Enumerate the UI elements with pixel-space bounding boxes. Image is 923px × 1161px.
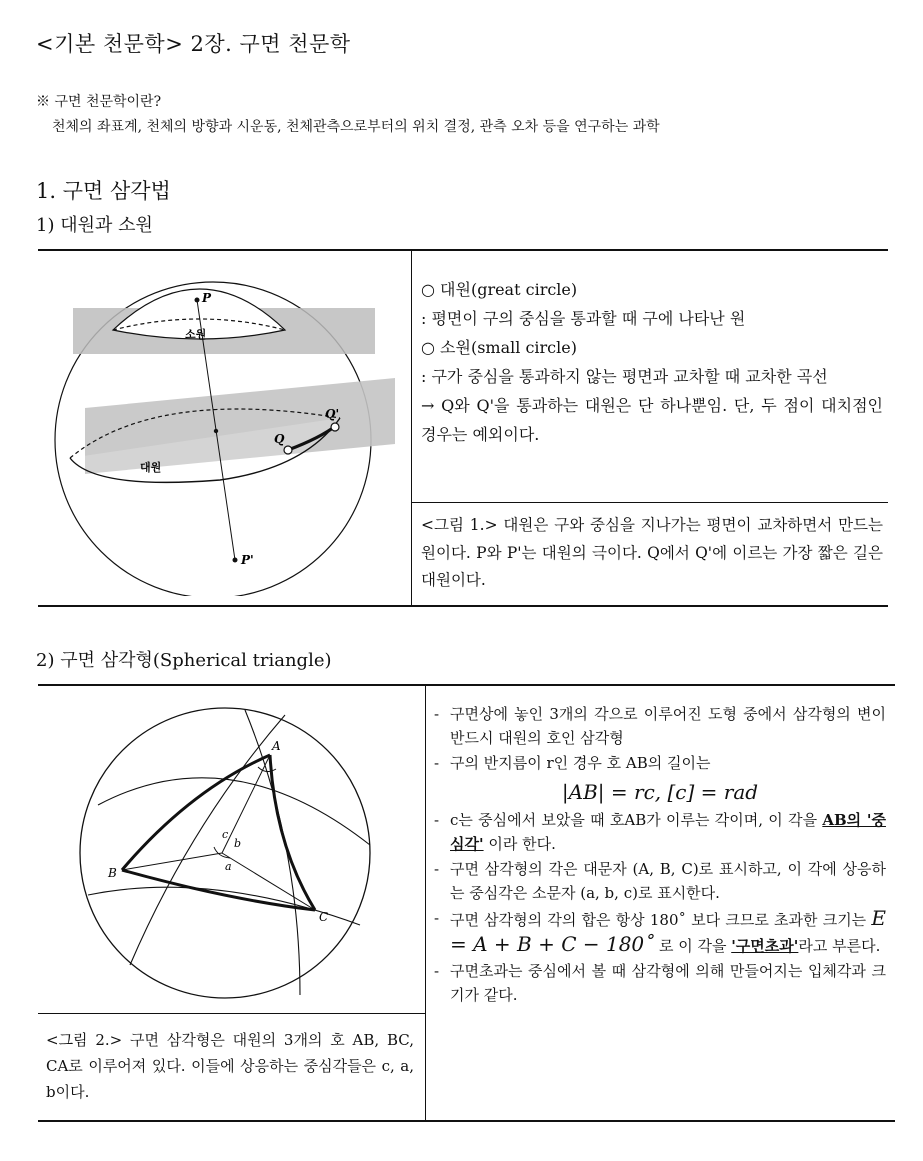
list-item: - 구의 반지름이 r인 경우 호 AB의 길이는 <box>434 751 886 775</box>
great-circle-arc-4 <box>130 715 285 965</box>
table1-bottom-rule <box>38 605 888 607</box>
table1-top-rule <box>38 249 888 251</box>
point-p-prime <box>233 558 238 563</box>
label-small-circle: 소원 <box>185 328 207 341</box>
note-central-angle: c는 중심에서 보았을 때 호AB가 이루는 각이며, 이 각을 AB의 '중심각' 이라 한다. <box>450 811 886 853</box>
subsection-spherical-triangle: 2) 구면 삼각형(Spherical triangle) <box>36 650 332 671</box>
note-angle-notation: 구면 삼각형의 각은 대문자 (A, B, C)로 표시하고, 이 각에 상응하는 중심각은 소문자 (a, b, c)로 표시한다. <box>450 860 886 902</box>
table2-caption-divider <box>38 1013 425 1014</box>
sphere-center <box>214 429 218 433</box>
small-circle-def: : 구가 중심을 통과하지 않는 평면과 교차할 때 교차한 곡선 <box>421 367 828 386</box>
point-q-prime <box>331 423 339 431</box>
radius-a <box>222 755 270 853</box>
label-C: C <box>319 910 329 924</box>
label-q: Q <box>274 432 285 446</box>
note-arc-length: 구의 반지름이 r인 경우 호 AB의 길이는 <box>450 754 711 772</box>
note-solid-angle: 구면초과는 중심에서 볼 때 삼각형에 의해 만들어지는 입체각과 크기가 같다. <box>450 962 886 1004</box>
label-A: A <box>272 739 281 753</box>
sphere-outline <box>80 708 370 998</box>
figure2-caption: <그림 2.> 구면 삼각형은 대원의 3개의 호 AB, BC, CA로 이루어져 있다. 이들에 상응하는 중심각들은 c, a, b이다. <box>46 1031 414 1101</box>
table1-caption-divider <box>411 502 888 503</box>
table1-divider <box>411 251 412 605</box>
subsection-great-small-circle: 1) 대원과 소원 <box>36 215 153 236</box>
small-circle-heading: ○ 소원(small circle) <box>421 338 577 357</box>
note-spherical-excess: 구면 삼각형의 각의 합은 항상 180˚ 보다 크므로 초과한 크기는 E = A + B + C − 180˚ 로 이 각을 '구면초과'라고 부른다. <box>450 906 886 956</box>
list-item: - 구면초과는 중심에서 볼 때 삼각형에 의해 만들어지는 입체각과 크기가 같다. <box>434 959 886 1007</box>
label-c: c <box>222 828 229 841</box>
section-title: 1. 구면 삼각법 <box>36 179 171 203</box>
arc-ab <box>122 755 270 870</box>
figure-spherical-triangle <box>70 695 410 1007</box>
list-item: - 구면상에 놓인 3개의 각으로 이루어진 도형 중에서 삼각형의 변이 반드시 대원의 호인 삼각형 <box>434 702 886 750</box>
table2-top-rule <box>38 684 895 686</box>
label-p-prime: P' <box>241 553 254 567</box>
point-q <box>284 446 292 454</box>
list-item: - c는 중심에서 보았을 때 호AB가 이루는 각이며, 이 각을 AB의 '중심각' 이라 한다. <box>434 808 886 856</box>
note-definition: 구면상에 놓인 3개의 각으로 이루어진 도형 중에서 삼각형의 변이 반드시 대원의 호인 삼각형 <box>450 705 886 747</box>
list-item: - 구면 삼각형의 각은 대문자 (A, B, C)로 표시하고, 이 각에 상응하는 중심각은 소문자 (a, b, c)로 표시한다. <box>434 857 886 905</box>
great-circle-arc-1 <box>98 778 370 845</box>
formula-spherical-excess: E = A + B + C − 180˚ <box>450 906 886 956</box>
label-p: P <box>202 291 212 305</box>
formula-arc-length: |AB| = rc, [c] = rad <box>561 780 759 804</box>
figure-great-small-circle <box>45 268 405 596</box>
spherical-triangle-notes <box>434 702 886 1008</box>
term-spherical-excess: '구면초과' <box>731 937 799 955</box>
label-B: B <box>108 866 117 880</box>
label-b: b <box>234 837 242 850</box>
point-p <box>195 298 200 303</box>
label-a: a <box>225 860 232 873</box>
figure1-caption: <그림 1.> 대원은 구와 중심을 지나가는 평면이 교차하면서 만드는 원이다. P와 P'는 대원의 극이다. Q에서 Q'에 이르는 가장 짧은 길은 대원이다. <box>421 516 883 589</box>
radius-b <box>122 853 222 870</box>
definition-text: 천체의 좌표계, 천체의 방향과 시운동, 천체관측으로부터의 위치 결정, 관측 오차 등을 연구하는 과학 <box>52 119 660 135</box>
label-great-circle: 대원 <box>140 461 162 474</box>
definition-heading: ※ 구면 천문학이란? <box>36 94 162 110</box>
table2-divider <box>425 686 426 1120</box>
great-circle-heading: ○ 대원(great circle) <box>421 280 578 299</box>
label-q-prime: Q' <box>325 407 340 421</box>
great-circle-def: : 평면이 구의 중심을 통과할 때 구에 나타난 원 <box>421 309 746 328</box>
circle-description <box>421 275 883 449</box>
list-item: - 구면 삼각형의 각의 합은 항상 180˚ 보다 크므로 초과한 크기는 E = A + B + C − 180˚ 로 이 각을 '구면초과'라고 부른다. <box>434 906 886 956</box>
page-title: <기본 천문학> 2장. 구면 천문학 <box>36 32 351 56</box>
table2-bottom-rule <box>38 1120 895 1122</box>
term-central-angle: AB의 '중심각' <box>450 811 886 853</box>
unique-great-circle-note: → Q와 Q'을 통과하는 대원은 단 하나뿐임. 단, 두 점이 대치점인 경우는 예외이다. <box>421 396 883 444</box>
